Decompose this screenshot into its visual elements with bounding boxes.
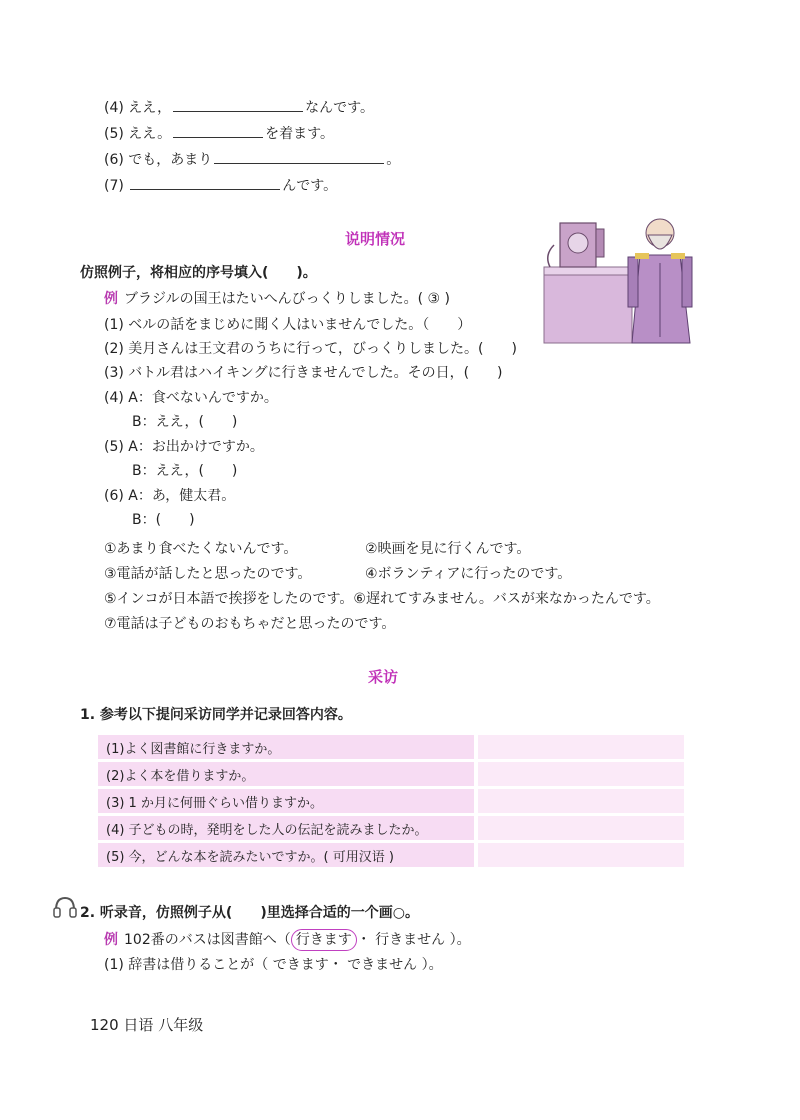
table-row <box>98 789 684 813</box>
instruction-interview: 1. 参考以下提问采访同学并记录回答内容。 <box>80 707 352 723</box>
example-mark: 例 <box>104 291 118 307</box>
question-cell: (4) 子どもの時，発明をした人の伝記を読みましたか。 <box>98 816 474 840</box>
exercise-item-7: (7) んです。 <box>104 175 337 196</box>
page-footer <box>90 1014 203 1035</box>
list-item: (5) A：お出かけですか。 <box>104 439 264 455</box>
list-item: (2) 美月さんは王文君のうちに行って，びっくりしました。( ) <box>104 341 517 357</box>
question-cell: (2)よく本を借りますか。 <box>98 762 474 786</box>
answer-blank[interactable] <box>173 97 303 112</box>
answer-cell[interactable] <box>474 762 684 786</box>
answer-blank[interactable] <box>130 175 280 190</box>
question-cell: (5) 今，どんな本を読みたいですか。( 可用汉语 ) <box>98 843 474 867</box>
exercise-item-5: (5) ええ。 を着ます。 <box>104 123 334 144</box>
page-number: 120 <box>90 1016 119 1034</box>
answer-cell[interactable] <box>474 789 684 813</box>
listening-item-1: (1) 辞書は借りることが（ できます・ できません ）。 <box>104 957 443 973</box>
question-cell: (3) 1 か月に何冊ぐらい借りますか。 <box>98 789 474 813</box>
table-row <box>98 735 684 759</box>
book-title: 日语 八年级 <box>123 1016 204 1034</box>
answer-cell[interactable] <box>474 735 684 759</box>
table-row <box>98 762 684 786</box>
option-5-6: ⑤インコが日本語で挨拶をしたのです。⑥遅れてすみません。バスが来なかったんです。 <box>104 591 660 607</box>
listening-example: 例 102番のバスは図書館へ（ 行きます ・ 行きません ）。 <box>104 929 471 951</box>
question-cell: (1)よく図書館に行きますか。 <box>98 735 474 759</box>
table-row <box>98 843 684 867</box>
list-item: B：( ) <box>104 512 195 528</box>
answer-blank[interactable] <box>214 149 384 164</box>
example-mark: 例 <box>104 932 118 948</box>
table-row <box>98 816 684 840</box>
exercise-item-4: (4) ええ， なんです。 <box>104 97 374 118</box>
circled-answer: 行きます <box>291 929 357 951</box>
list-item: (4) A：食べないんですか。 <box>104 390 278 406</box>
instruction-fill-numbers: 仿照例子，将相应的序号填入( )。 <box>80 265 317 281</box>
option-7: ⑦電話は子どものおもちゃだと思ったのです。 <box>104 616 396 632</box>
list-item: (3) バトル君はハイキングに行きませんでした。その日，( ) <box>104 365 503 381</box>
option-3: ③電話が話したと思ったのです。 <box>104 566 312 582</box>
list-item: B：ええ，( ) <box>104 463 238 479</box>
section-heading-interview: 采访 <box>368 668 399 686</box>
list-item: (1) ベルの話をまじめに聞く人はいませんでした。（ ） <box>104 317 472 333</box>
answer-cell[interactable] <box>474 816 684 840</box>
list-item: (6) A：あ，健太君。 <box>104 488 236 504</box>
option-1: ①あまり食べたくないんです。 <box>104 541 298 557</box>
king-telephone-illustration <box>540 205 700 345</box>
headphones-icon[interactable] <box>52 894 78 920</box>
option-2: ②映画を見に行くんです。 <box>365 541 531 557</box>
answer-cell[interactable] <box>474 843 684 867</box>
section-heading-explain: 说明情况 <box>345 230 406 248</box>
list-item: B：ええ，( ) <box>104 414 238 430</box>
instruction-listening: 2. 听录音，仿照例子从( )里选择合适的一个画○。 <box>80 905 419 921</box>
answer-blank[interactable] <box>173 123 263 138</box>
interview-table <box>98 732 684 870</box>
option-4: ④ボランティアに行ったのです。 <box>365 566 572 582</box>
example-line: 例 ブラジルの国王はたいへんびっくりしました。( ③ ) <box>104 291 451 307</box>
exercise-item-6: (6) でも，あまり 。 <box>104 149 400 170</box>
